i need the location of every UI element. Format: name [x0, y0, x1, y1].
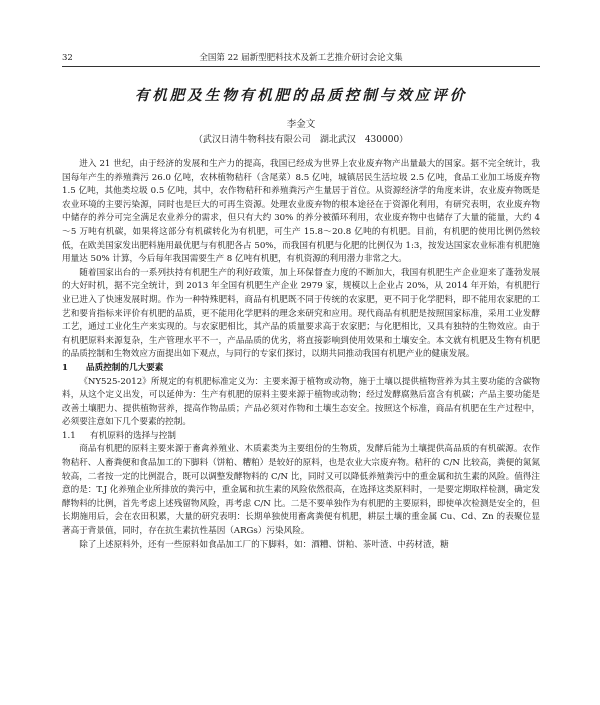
page-number: 32: [62, 53, 73, 63]
section-number: 1: [62, 362, 68, 373]
subsection-heading-1-1: [62, 430, 540, 444]
article-body: [62, 158, 540, 552]
section-title: 品质控制的几大要素: [86, 362, 164, 373]
running-header: [62, 52, 540, 67]
author-affiliation: （武汉日清牛物科技有限公司 湖北武汉 430000）: [193, 135, 409, 145]
intro-paragraph-1: 进入 21 世纪，由于经济的发展和生产力的提高，我国已经成为世界上农业废弃物产出量最大的国家。据不完全统计，我国每年产生的养殖粪污 26.0 亿吨，农林植物秸秆（含尾菜）8.5 亿吨，城镇居民生活垃圾 2.5 亿吨，食品工业加工场废弃物 1.5 亿吨，其他类垃圾 0.5 亿吨，其中，农作物秸秆和养殖粪污产生量居于首位。从资源经济学的角度来讲，农业废弃物既是农业环境的主要污染源，同时也是巨大的可再生资源。处理农业废弃物的根本途径在于资源化利用，有研究表明，农业废弃物中储存的养分可完全满足农业养分的需求，但只有大约 30% 的养分被循环利用，农业废弃物中也储存了大量的能量，大约 4～5 万吨有机碳，如果将这部分有机碳转化为有机肥，可生产 15.8～20.8 亿吨的有机肥。目前，有机肥的使用比例仍然较低，在欧美国家发出肥料施用最优肥与有机肥各占 50%，而我国有机肥与化肥的比例仅为 1:3，按发达国家农业标准有机肥施用量达 50% 计算，今后每年我国需要生产 8 亿吨有机肥，有机资源的利用潜力非常之大。: [62, 159, 541, 265]
section-heading-1: [62, 362, 540, 376]
subsection-1-1-trailing-paragraph: 除了上述原料外，还有一些原料如食品加工厂的下脚料，如：酒糟、饼粕、茶叶渣、中药材渣，糖: [79, 539, 449, 550]
author-name: 李金文: [286, 119, 316, 130]
subsection-number: 1.1: [62, 430, 76, 441]
section-1-paragraph: 《NY525-2012》所规定的有机肥标准定义为：主要来源于植物或动物，施于土壤以提供植物营养为其主要功能的含碳物料，从这个定义出发，可以延伸为：生产有机肥的原料主要来源于植物或动物；经过发酵腐熟后富含有机碳；产品主要功能是改善土壤肥力、提供植物营养，提高作物品质；产品必须对作物和土壤生态安全。按照这个标准，商品有机肥在生产过程中，必须要注意如下几个要素的控制。: [62, 376, 540, 428]
subsection-1-1-paragraph: 商品有机肥的原料主要来源于畜禽养殖业、木质素类为主要组份的生物质，发酵后能为土壤提供高品质的有机碳源。农作物秸秆、人畜粪便和食品加工的下脚料（饼粕、糟粕）是较好的原料，也是农业大宗废弃物。秸秆的 C/N 比较高，粪便的氮氮较高，二者按一定的比例混合，既可以调整发酵物料的 C/N 比，同时又可以降低养殖粪污中的重金属和抗生素的风险。值得注意的是：T.J 化养殖企业所排放的粪污中，重金属和抗生素的风险依然很高，在选择这类原料时，一是要定期取样检测，确定发酵物料的比例，首先考虑上述残留物风险，再考虑 C/N 比。二是不要单独作为有机肥的主要原料，即使单次检测是安全的，但长期施用后，会在农田积累，大量的研究表明：长期单独使用畜禽粪便有机肥，耕层土壤的重金属 Cu、Cd、Zn 的表聚位显著高于背景值，同时，存在抗生素抗性基因（ARGs）污染风险。: [62, 444, 540, 537]
paper-title: 有机肥及生物有机肥的品质控制与效应评价: [134, 87, 468, 104]
running-title: 全国第 22 届新型肥料技术及新工艺推介研讨会论文集: [199, 53, 403, 63]
intro-paragraph-2: 随着国家出台的一系列扶持有机肥生产的利好政策，加上环保督查力度的不断加大，我国有机肥生产企业迎来了蓬勃发展的大好时机，据不完全统计，到 2013 年全国有机肥生产企业 2979 家，规模以上企业占 20%，从 2014 年开始，有机肥行业已进入了快速发展时期。作为一种特殊肥料，商品有机肥既不同于传统的农家肥，更不同于化学肥料，即不能用农家肥的工艺和要肯指标来评价有机肥的品质，更不能用化学肥料的理念来研究和应用。现代商品有机肥是按照国家标准，采用工业发酵工艺，通过工业化生产来实现的。与农家肥相比，其产品的质量要求高于农家肥；与化肥相比，又具有独特的生物效应。由于有机肥原料来源复杂，生产管理水平不一，产品品质的优劣，将直接影响到使用效果和土壤安全。本文就有机肥及生物有机肥的品质控制和生物效应方面提出如下观点，与同行的专家们探讨，以期共同推动我国有机肥产业的健康发展。: [62, 267, 540, 360]
subsection-title: 有机原料的选择与控制: [90, 430, 176, 441]
